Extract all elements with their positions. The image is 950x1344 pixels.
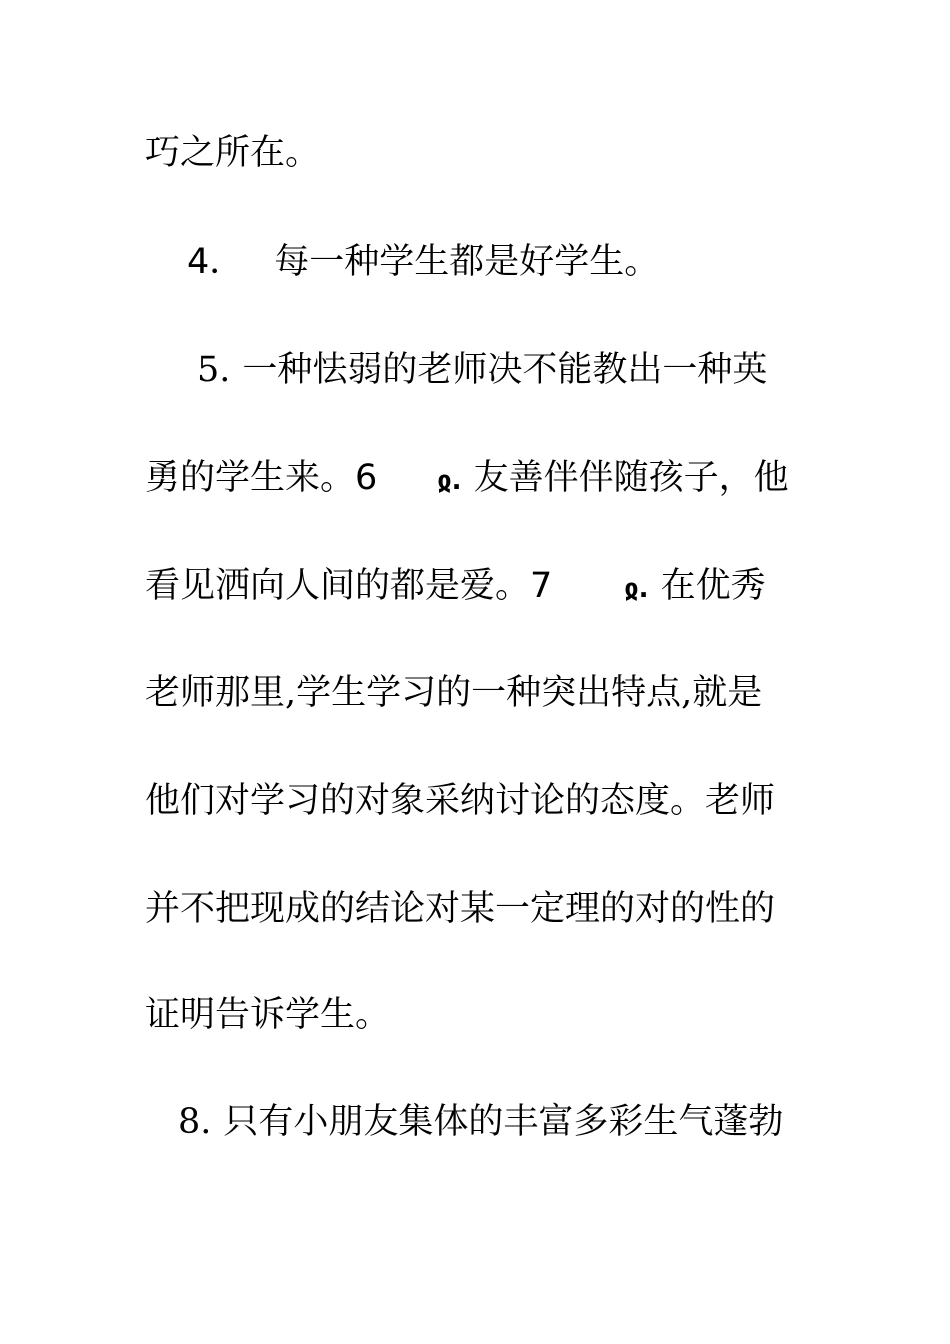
list-item-5 — [197, 350, 767, 390]
text-line-9 — [145, 995, 390, 1035]
text-line-7 — [145, 781, 775, 821]
item-8-text: 只有小朋友集体的丰富多彩生气蓬勃 — [223, 1102, 784, 1142]
item-6-number: 6 — [355, 458, 378, 498]
text-line-4 — [145, 458, 789, 501]
line-5-text: 看见洒向人间的都是爱。 — [145, 566, 531, 606]
item-4-text: 每一种学生都是好学生。 — [274, 242, 660, 282]
line-1-text: 巧之所在。 — [145, 133, 321, 173]
line-4-text: 勇的学生来。 — [145, 458, 356, 498]
text-line-5 — [145, 566, 766, 609]
item-8-number: 8. — [178, 1102, 212, 1142]
list-item-4 — [187, 242, 659, 282]
line-7-text: 他们对学习的对象采纳讨论的态度。老师 — [145, 781, 776, 821]
line-8-text: 并不把现成的结论对某一定理的对的性的 — [145, 889, 776, 929]
item-7-glyph: ჲ. — [624, 574, 649, 604]
text-line-6 — [145, 673, 762, 713]
item-7-number: 7 — [530, 566, 553, 606]
text-line-1 — [145, 133, 320, 173]
line-9-text: 证明告诉学生。 — [145, 995, 391, 1035]
item-4-number: 4． — [187, 242, 245, 282]
text-line-8 — [145, 889, 775, 929]
item-7-text: 在优秀 — [660, 566, 766, 606]
item-6-text: 友善伴伴随孩子，他 — [473, 458, 789, 498]
item-5-number: 5. — [197, 350, 231, 390]
list-item-8 — [178, 1102, 783, 1142]
item-6-glyph: ჲ. — [437, 466, 462, 496]
item-5-text: 一种怯弱的老师决不能教出一种英 — [242, 350, 768, 390]
line-6-text: 老师那里,学生学习的一种突出特点,就是 — [145, 673, 763, 713]
